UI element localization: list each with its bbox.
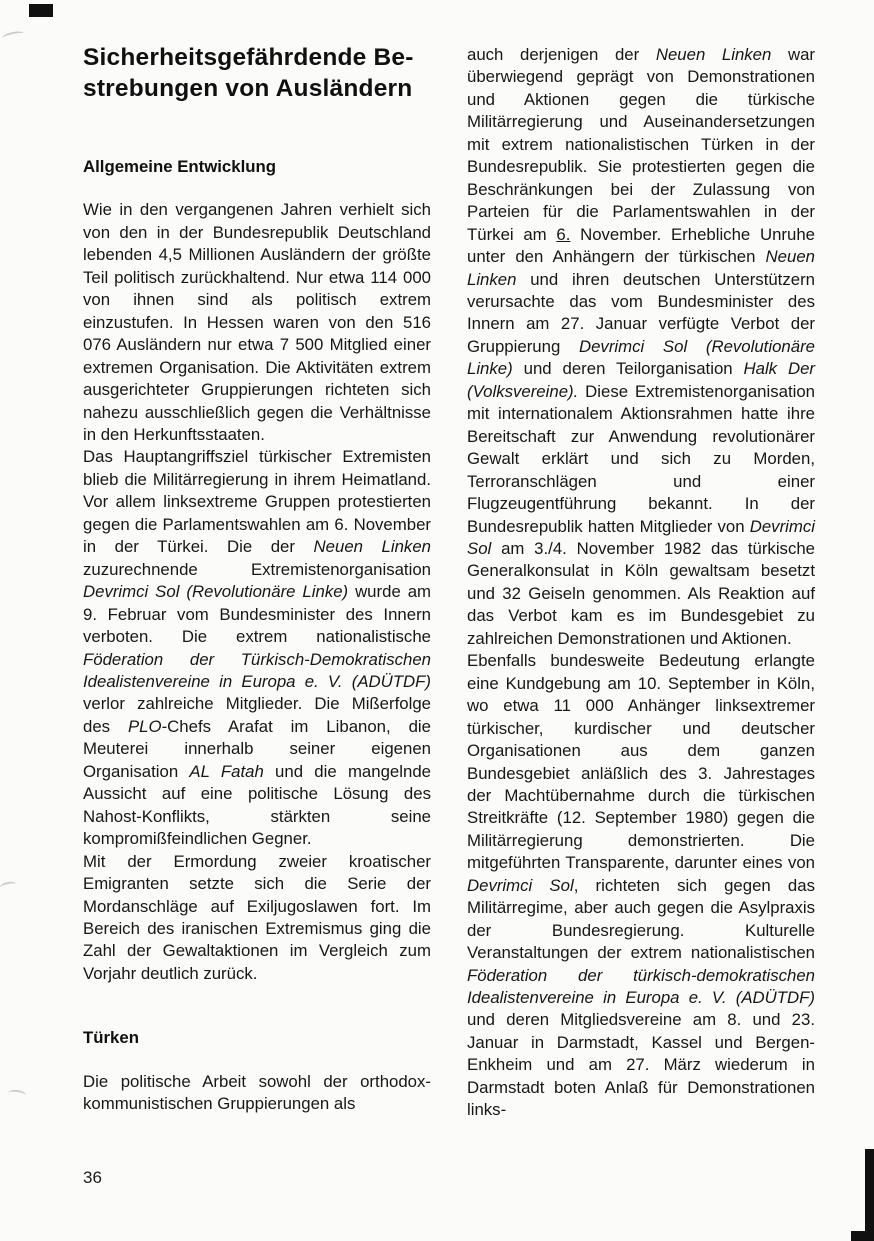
margin-annotation-mark <box>8 1089 27 1099</box>
emphasized-text: Devrimci Sol <box>467 516 815 558</box>
emphasized-text: PLO <box>127 716 162 736</box>
margin-annotation-mark <box>1 30 24 42</box>
body-text: war überwiegend geprägt von Demonstrationen und Aktionen gegen die türkische Militärregierung und Auseinandersetzungen mit extrem nationalistischen Türken in der Bundesrepublik. Sie protestierten gegen die Beschränkungen bei der Zulassung von Parteien für die Parlamentswahlen in der Türkei am <box>467 45 815 244</box>
body-text: Wie in den vergangenen Jahren verhielt sich von den in der Bundesrepublik Deutschland lebenden 4,5 Millionen Ausländern der größte Teil politisch zurückhaltend. Nur etwa 114 000 von ihnen sind als politisch extrem einzustufen. In Hessen waren von den 516 076 Ausländern nur etwa 7 500 Mitglied einer extremen Organisation. Die Aktivitäten extrem ausgerichteter Gruppierungen richteten sich nahezu ausschließlich gegen die Verhältnisse in den Herkunftsstaaten. <box>83 200 431 444</box>
scan-edge-artifact <box>865 1149 874 1241</box>
emphasized-text: Devrimci Sol (Revolutionäre Linke) <box>467 336 815 379</box>
emphasized-text: AL Fatah <box>189 761 264 781</box>
body-text: -Chefs Arafat im Libanon, die Meuterei innerhalb seiner eigenen Organisation <box>83 716 431 781</box>
emphasized-text: Neuen Linken <box>655 45 772 64</box>
print-registration-mark <box>29 4 53 17</box>
body-text: Diese Extremistenorganisation mit internationalem Aktionsrahmen hatte ihre Bereitschaft zur Anwendung revolutionärer Gewalt erklärt und sich zu Morden, Terroranschlägen und einer Flugzeugentführung bekannt. In der Bundesrepublik hatten Mitglieder von <box>467 381 815 536</box>
paragraph <box>83 1071 431 1116</box>
paragraph <box>83 446 431 850</box>
body-text: am 3./4. November 1982 das türkische Generalkonsulat in Köln gewaltsam besetzt und 32 Geiseln genommen. Als Reaktion auf das Verbot kam es im Bundesgebiet zu zahlreichen Demonstrationen und Aktionen. <box>467 538 815 648</box>
paragraph <box>467 44 815 650</box>
body-text: Das Hauptangriffsziel türkischer Extremisten blieb die Militärregierung in ihrem Heimatland. Vor allem linksextreme Gruppen protestierten gegen die Parlamentswahlen am 6. November in der Türkei. Die der <box>83 447 431 557</box>
body-text: wurde am 9. Februar vom Bundesminister des Innern verboten. Die extrem nationalistische <box>83 582 432 647</box>
emphasized-text: Halk Der (Volksvereine). <box>467 359 815 401</box>
body-text: , richteten sich gegen das Militärregime, aber auch gegen die Asylpraxis der Bundesregierung. Kulturelle Veranstaltungen der extrem nationalistischen <box>467 875 815 963</box>
emphasized-text: Föderation der türkisch-demokratischen Idealistenvereine in Europa e. V. (ADÜTDF) <box>467 965 815 1008</box>
body-text: und die mangelnde Aussicht auf eine politische Lösung des Nahost-Konflikts, stärkten seine kompromißfeindlichen Gegner. <box>83 761 431 849</box>
page-number: 36 <box>83 1168 102 1187</box>
page-title-line-1: Sicherheitsgefährdende Be- <box>83 44 414 71</box>
emphasized-text: Föderation der Türkisch-Demokratischen Idealistenvereine in Europa e. V. (ADÜTDF) <box>83 649 431 691</box>
section-heading: Türken <box>83 1028 139 1048</box>
page-title <box>83 42 453 104</box>
body-text: Die politische Arbeit sowohl der orthodox-kommunistischen Gruppierungen als <box>83 1071 431 1114</box>
body-text: und ihren deutschen Unterstützern verursachte das vom Bundesminister des Innern am 27. Januar verfügte Verbot der Gruppierung <box>467 269 815 356</box>
page-title-line-2: strebungen von Ausländern <box>83 75 413 102</box>
emphasized-text: Devrimci Sol (Revolutionäre Linke) <box>83 582 349 602</box>
emphasized-text: Neuen Linken <box>467 247 815 289</box>
emphasized-text: Neuen Linken <box>313 537 431 557</box>
text-column-right <box>467 44 815 1122</box>
scan-edge-artifact <box>851 1231 865 1241</box>
body-text: 6. <box>556 224 571 244</box>
emphasized-text: Devrimci Sol <box>467 875 574 895</box>
body-text: Ebenfalls bundesweite Bedeutung erlangte eine Kundgebung am 10. September in Köln, wo etwa 11 000 Anhänger linksextremer türkischer, kurdischer und deutscher Organisationen aus dem ganzen Bundesgebiet anläßlich des 3. Jahrestages der Machtübernahme durch die türkischen Streitkräfte (12. September 1980) gegen die Militärregierung demonstrierten. Die mitgeführten Transparente, darunter eines von <box>467 651 815 873</box>
body-text: und deren Teilorganisation <box>512 359 744 379</box>
margin-annotation-mark <box>0 880 17 891</box>
body-text: verlor zahlreiche Mitglieder. Die Mißerfolge des <box>83 694 431 736</box>
paragraph <box>83 851 431 986</box>
section-heading: Allgemeine Entwicklung <box>83 157 277 176</box>
body-text: und deren Mitgliedsvereine am 8. und 23. Januar in Darmstadt, Kassel und Bergen-Enkheim und am 27. März wiederum in Darmstadt boten Anlaß für Demonstrationen links- <box>467 1010 815 1120</box>
body-text: zuzurechnende Extremistenorganisation <box>83 559 431 579</box>
paragraph <box>467 650 815 1122</box>
body-text: auch derjenigen der <box>467 45 656 64</box>
body-text: November. Erhebliche Unruhe unter den Anhängern der türkischen <box>467 224 815 267</box>
paragraph <box>83 199 431 446</box>
body-text: Mit der Ermordung zweier kroatischer Emigranten setzte sich die Serie der Mordanschläge auf Exiljugoslawen fort. Im Bereich des iranischen Extremismus ging die Zahl der Gewaltaktionen im Vergleich zum Vorjahr deutlich zurück. <box>83 851 431 983</box>
text-column-left <box>83 156 431 1116</box>
